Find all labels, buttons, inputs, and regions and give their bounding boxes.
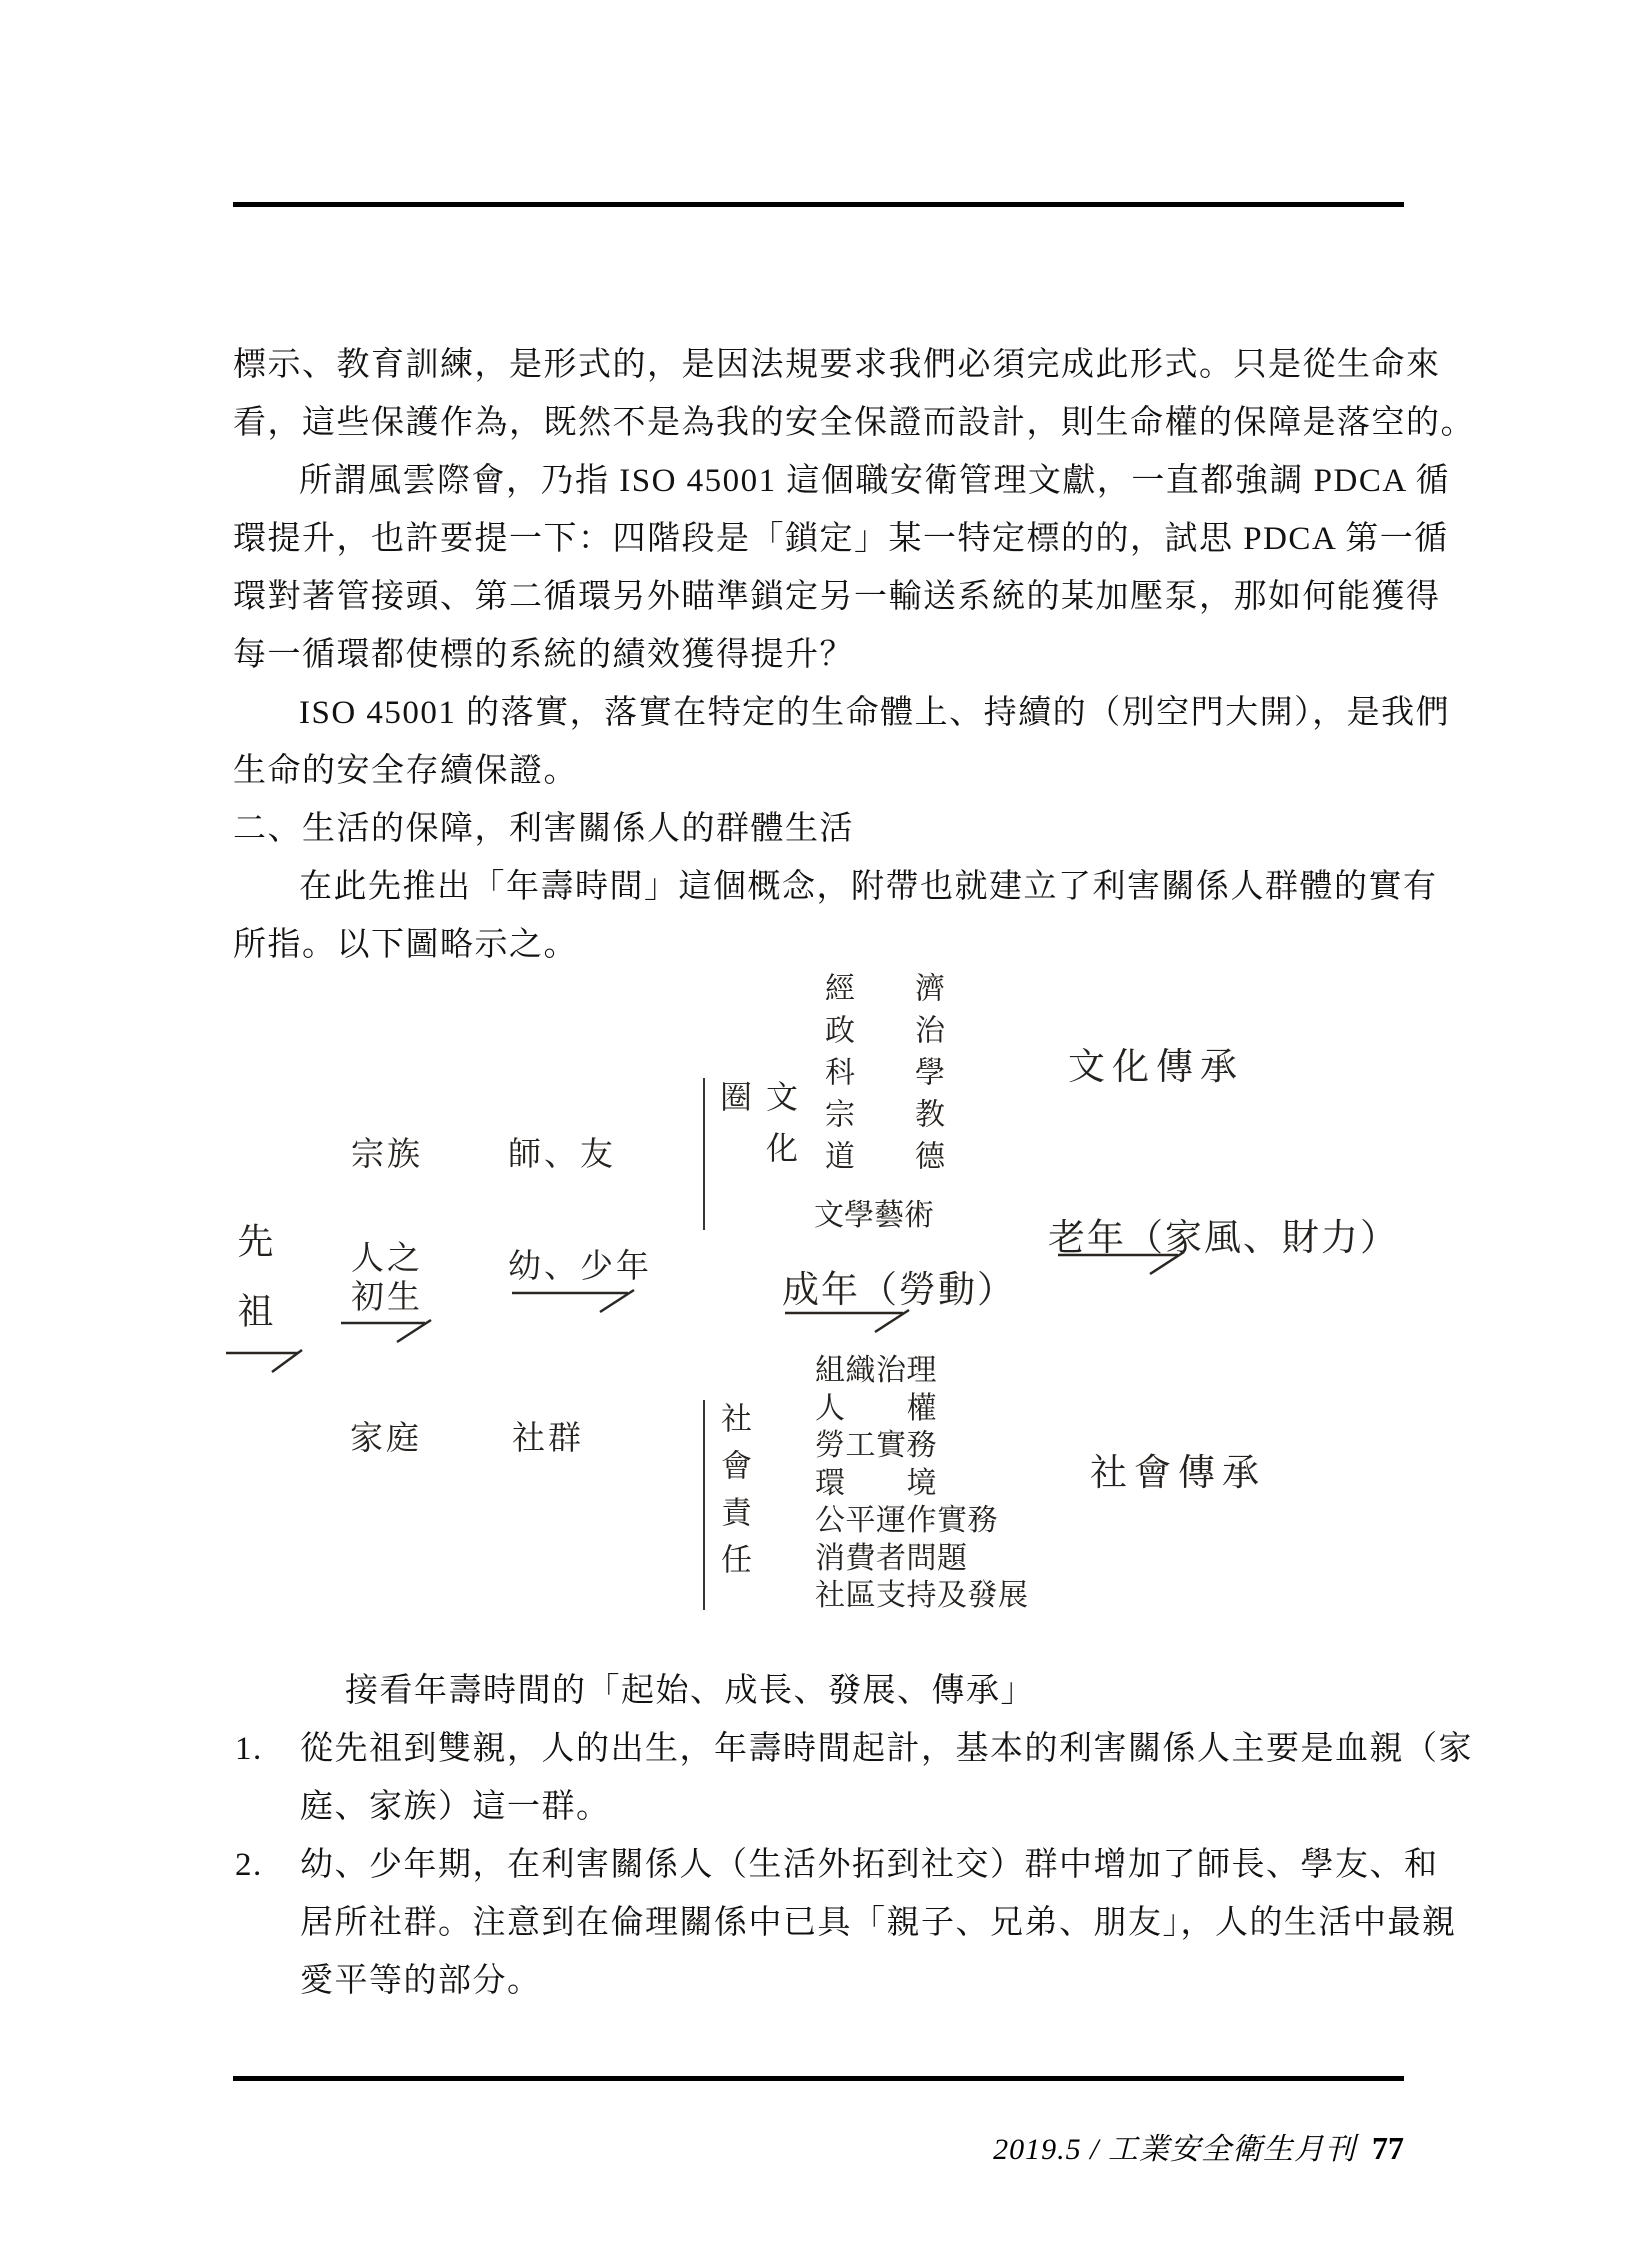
body-line: 看，這些保護作為，既然不是為我的安全保證而設計，則生命權的保障是落空的。 — [233, 405, 1475, 441]
social-item: 消費者問題 — [815, 1541, 968, 1575]
birth-line2: 初生 — [351, 1280, 423, 1316]
social-item: 勞工實務 — [815, 1429, 937, 1462]
list-item-text: 從先祖到雙親，人的出生，年壽時間起計，基本的利害關係人主要是血親（家 — [300, 1731, 1473, 1767]
body-line: 所謂風雲際會，乃指 ISO 45001 這個職安衛管理文獻，一直都強調 PDCA 循 — [299, 463, 1451, 499]
culture-item-literature-art: 文學藝術 — [814, 1199, 934, 1232]
culture-items-column1: 經政科宗道 — [820, 972, 853, 1182]
culture-heritage-label: 文化傳承 — [1068, 1047, 1244, 1088]
body-line: 標示、教育訓練，是形式的，是因法規要求我們必須完成此形式。只是從生命來 — [233, 347, 1441, 383]
list-item-text: 幼、少年期，在利害關係人（生活外拓到社交）群中增加了師長、學友、和 — [300, 1847, 1439, 1883]
social-item: 社區支持及發展 — [815, 1579, 1029, 1612]
body-line: 每一循環都使標的系統的績效獲得提升？ — [233, 637, 854, 673]
culture-circle-bracket — [703, 1078, 803, 1230]
section-heading: 二、生活的保障，利害關係人的群體生活 — [233, 811, 854, 847]
birth-line1: 人之 — [351, 1241, 423, 1277]
diagram-node-ancestor: 先祖 — [233, 1222, 273, 1362]
social-item: 人 權 — [815, 1391, 937, 1425]
flow-arrow-ancestor — [226, 1346, 304, 1374]
body-line: 在此先推出「年壽時間」這個概念，附帶也就建立了利害關係人群體的實有 — [299, 869, 1438, 905]
list-item-line — [233, 1836, 1443, 1894]
flow-arrow-adult — [785, 1306, 911, 1334]
diagram-node-family: 家庭 — [350, 1421, 422, 1457]
body-line: 環提升，也許要提一下：四階段是「鎖定」某一特定標的的，試思 PDCA 第一循 — [233, 521, 1449, 557]
social-heritage-label: 社會傳承 — [1090, 1453, 1266, 1494]
body-text-block — [233, 336, 1475, 974]
social-item: 公平運作實務 — [815, 1504, 998, 1537]
journal-issue-label: 2019.5 / 工業安全衛生月刊 — [993, 2133, 1356, 2166]
culture-items-column2: 濟治學教德 — [910, 972, 943, 1182]
diagram-node-youth: 幼、少年 — [508, 1249, 652, 1285]
culture-circle-label: 文化圈 — [716, 1080, 798, 1182]
social-item: 環 境 — [815, 1466, 937, 1500]
diagram-node-community: 社群 — [512, 1421, 584, 1457]
flow-arrow-youth — [512, 1286, 636, 1314]
list-item-line — [233, 1952, 1443, 2010]
diagram-node-teachers-friends: 師、友 — [508, 1137, 616, 1173]
footer-rule — [233, 2076, 1404, 2081]
flow-arrow-birth — [341, 1316, 433, 1344]
list-item-line — [233, 1778, 1443, 1836]
list-item-text: 愛平等的部分。 — [300, 1963, 542, 1999]
body-line: 所指。以下圖略示之。 — [233, 927, 578, 963]
list-item-text: 庭、家族）這一群。 — [300, 1789, 611, 1825]
diagram-node-adult: 成年（勞動） — [782, 1270, 1016, 1311]
list-item-number: 2. — [235, 1847, 263, 1883]
tail-text-block — [233, 1662, 1473, 2010]
list-item-number: 1. — [235, 1731, 263, 1767]
diagram-node-clan: 宗族 — [351, 1137, 423, 1173]
diagram-node-birth — [351, 1240, 423, 1318]
list-item-line — [233, 1720, 1473, 1778]
social-items-list — [815, 1352, 1029, 1615]
body-line: 環對著管接頭、第二循環另外瞄準鎖定另一輸送系統的某加壓泵，那如何能獲得 — [233, 579, 1441, 615]
page-number: 77 — [1372, 2130, 1404, 2166]
social-item: 組織治理 — [815, 1354, 937, 1387]
body-line: ISO 45001 的落實，落實在特定的生命體上、持續的（別空門大開），是我們 — [299, 695, 1451, 731]
footer — [233, 2124, 1404, 2168]
social-responsibility-bracket — [703, 1400, 756, 1610]
body-line: 生命的安全存續保證。 — [233, 753, 578, 789]
list-item-line — [233, 1894, 1457, 1952]
tail-intro-line: 接看年壽時間的「起始、成長、發展、傳承」 — [345, 1673, 1035, 1709]
flow-arrow-elder — [1058, 1248, 1186, 1276]
list-item-text: 居所社群。注意到在倫理關係中已具「親子、兄弟、朋友」，人的生活中最親 — [300, 1905, 1457, 1941]
top-rule — [233, 202, 1404, 207]
diagram-node-elder: 老年（家風、財力） — [1048, 1218, 1399, 1259]
social-responsibility-label: 社會責任 — [716, 1402, 751, 1590]
